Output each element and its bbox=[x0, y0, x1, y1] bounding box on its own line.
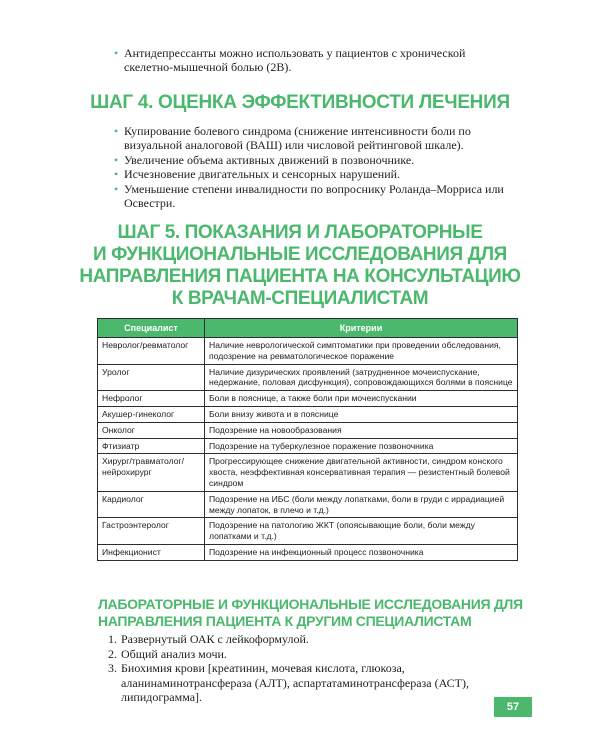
step4-bullet-list bbox=[114, 124, 516, 210]
specialist-cell: Невролог/ревматолог bbox=[98, 338, 205, 365]
criteria-cell: Подозрение на туберкулезное поражение позвоночника bbox=[205, 438, 518, 454]
specialist-cell: Инфекционист bbox=[98, 544, 205, 560]
specialist-cell: Фтизиатр bbox=[98, 438, 205, 454]
specialist-cell: Акушер-гинеколог bbox=[98, 406, 205, 422]
specialist-cell: Хирург/травматолог/нейрохирург bbox=[98, 454, 205, 491]
list-item bbox=[108, 647, 528, 662]
criteria-cell: Боли в пояснице, а также боли при мочеиспускании bbox=[205, 391, 518, 407]
specialist-criteria-table bbox=[97, 318, 518, 561]
step5-heading-line: К ВРАЧАМ-СПЕЦИАЛИСТАМ bbox=[171, 288, 429, 309]
column-header-criteria: Критерии bbox=[205, 319, 518, 338]
intro-bullet-list bbox=[114, 46, 516, 75]
criteria-cell: Подозрение на новообразования bbox=[205, 422, 518, 438]
table-header-row bbox=[98, 319, 518, 338]
specialist-cell: Уролог bbox=[98, 364, 205, 391]
page-number: 57 bbox=[494, 697, 532, 717]
lab-heading-line: НАПРАВЛЕНИЯ ПАЦИЕНТА К ДРУГИМ СПЕЦИАЛИСТАМ bbox=[98, 613, 472, 629]
step5-heading-line: ШАГ 5. ПОКАЗАНИЯ И ЛАБОРАТОРНЫЕ bbox=[117, 222, 483, 243]
list-item bbox=[108, 632, 528, 647]
lab-section-heading bbox=[98, 596, 528, 630]
criteria-cell: Подозрение на инфекционный процесс позвоночника bbox=[205, 544, 518, 560]
list-item: • Уменьшение степени инвалидности по вопроснику Роланда–Морриса или Освестри. bbox=[114, 182, 516, 211]
list-item: • Исчезновение двигательных и сенсорных нарушений. bbox=[114, 167, 516, 181]
list-item-number: 2. bbox=[108, 646, 117, 661]
step4-heading: ШАГ 4. ОЦЕНКА ЭФФЕКТИВНОСТИ ЛЕЧЕНИЯ bbox=[90, 92, 510, 113]
table-row bbox=[98, 364, 518, 391]
step5-heading-line: НАПРАВЛЕНИЯ ПАЦИЕНТА НА КОНСУЛЬТАЦИЮ bbox=[79, 266, 521, 287]
list-item-text: Биохимия крови [креатинин, мочевая кислота, глюкоза, аланинаминотрансфераза (АЛТ), аспартатаминотрансфераза (АСТ), липидограмма]. bbox=[121, 661, 469, 705]
table-row bbox=[98, 338, 518, 365]
list-item: • Увеличение объема активных движений в позвоночнике. bbox=[114, 153, 516, 167]
criteria-cell: Боли внизу живота и в пояснице bbox=[205, 406, 518, 422]
table-row bbox=[98, 438, 518, 454]
list-item-text: Развернутый ОАК с лейкоформулой. bbox=[121, 632, 309, 646]
list-item: • Купирование болевого синдрома (снижение интенсивности боли по визуальной аналоговой (ВАШ) или числовой рейтинговой шкале). bbox=[114, 124, 516, 153]
specialist-cell: Кардиолог bbox=[98, 491, 205, 518]
list-item bbox=[108, 661, 528, 705]
list-item-number: 1. bbox=[108, 632, 117, 646]
specialist-cell: Гастроэнтеролог bbox=[98, 518, 205, 545]
list-item-text: Общий анализ мочи. bbox=[121, 646, 227, 661]
criteria-cell: Подозрение на ИБС (боли между лопатками, боли в груди с иррадиацией между лопаток, в плечо и т.д.) bbox=[205, 491, 518, 518]
table-row bbox=[98, 391, 518, 407]
table-row bbox=[98, 491, 518, 518]
table-row bbox=[98, 544, 518, 560]
lab-heading-line: ЛАБОРАТОРНЫЕ И ФУНКЦИОНАЛЬНЫЕ ИССЛЕДОВАНИЯ ДЛЯ bbox=[98, 596, 523, 612]
criteria-cell: Прогрессирующее снижение двигательной активности, синдром конского хвоста, неэффективная консервативная терапия — резистентный болевой синдром bbox=[205, 454, 518, 491]
specialist-cell: Онколог bbox=[98, 422, 205, 438]
lab-tests-list bbox=[108, 632, 528, 705]
table-row bbox=[98, 406, 518, 422]
criteria-cell: Наличие дизурических проявлений (затрудненное мочеиспускание, недержание, половая дисфункция), сопровождающихся болями в пояснице bbox=[205, 364, 518, 391]
table-row bbox=[98, 454, 518, 491]
column-header-specialist: Специалист bbox=[98, 319, 205, 338]
criteria-cell: Подозрение на патологию ЖКТ (опоясывающие боли, боли между лопатками и т.д.) bbox=[205, 518, 518, 545]
criteria-cell: Наличие неврологической симптоматики при проведении обследования, подозрение на ревматологическое поражение bbox=[205, 338, 518, 365]
step5-heading bbox=[70, 222, 530, 310]
table-row bbox=[98, 422, 518, 438]
table-row bbox=[98, 518, 518, 545]
step5-heading-line: И ФУНКЦИОНАЛЬНЫЕ ИССЛЕДОВАНИЯ ДЛЯ bbox=[93, 244, 507, 265]
intro-bullet: • Антидепрессанты можно использовать у пациентов с хронической скелетно-мышечной болью (2В). bbox=[114, 46, 516, 75]
specialist-cell: Нефролог bbox=[98, 391, 205, 407]
list-item-number: 3. bbox=[108, 661, 117, 676]
